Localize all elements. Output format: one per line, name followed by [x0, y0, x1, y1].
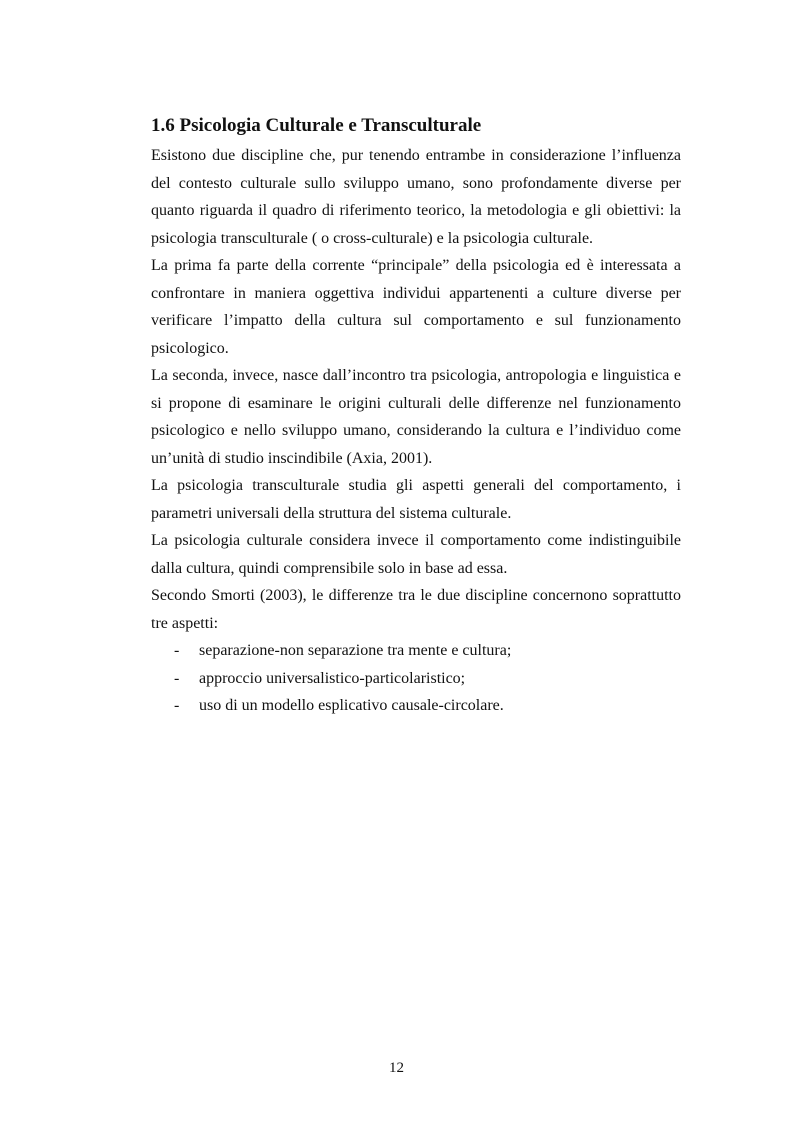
list-dash: - — [174, 669, 180, 687]
page-number: 12 — [389, 1060, 404, 1076]
list-dash: - — [174, 697, 180, 714]
section-content — [151, 112, 681, 720]
paragraph-transcultural-definition: La prima fa parte della corrente “principale” della psicologia ed è interessata a confrontare in maniera oggettiva individui appartenenti a culture diverse per verificare l’impatto della cultura sul comportamento e sul funzionamento psicologico. — [151, 257, 681, 357]
list-dash: - — [174, 642, 180, 659]
paragraph-cultural-focus: La psicologia culturale considera invece il comportamento come indistinguibile dalla cultura, quindi comprensibile solo in base ad essa. — [151, 532, 681, 577]
aspects-list — [151, 637, 681, 720]
section-heading: 1.6 Psicologia Culturale e Transculturale — [151, 115, 482, 136]
list-item-text: approccio universalistico-particolaristico; — [199, 669, 466, 687]
list-item — [151, 637, 681, 665]
paragraph-intro: Esistono due discipline che, pur tenendo entrambe in considerazione l’influenza del contesto culturale sullo sviluppo umano, sono profondamente diverse per quanto riguarda il quadro di riferimento teorico, la metodologia e gli obiettivi: la psicologia transculturale ( o cross-culturale) e la psicologia culturale. — [151, 147, 681, 247]
paragraph-smorti-intro: Secondo Smorti (2003), le differenze tra le due discipline concernono soprattutto tre aspetti: — [151, 587, 681, 632]
paragraph-transcultural-focus: La psicologia transculturale studia gli aspetti generali del comportamento, i parametri universali della struttura del sistema culturale. — [151, 477, 681, 522]
list-item-text: uso di un modello esplicativo causale-circolare. — [199, 697, 504, 714]
list-item-text: separazione-non separazione tra mente e cultura; — [199, 642, 512, 659]
paragraph-cultural-definition: La seconda, invece, nasce dall’incontro tra psicologia, antropologia e linguistica e si propone di esaminare le origini culturali delle differenze nel funzionamento psicologico e nello sviluppo umano, considerando la cultura e l’individuo come un’unità di studio inscindibile (Axia, 2001). — [151, 367, 681, 467]
list-item — [151, 692, 681, 720]
list-item — [151, 665, 681, 693]
